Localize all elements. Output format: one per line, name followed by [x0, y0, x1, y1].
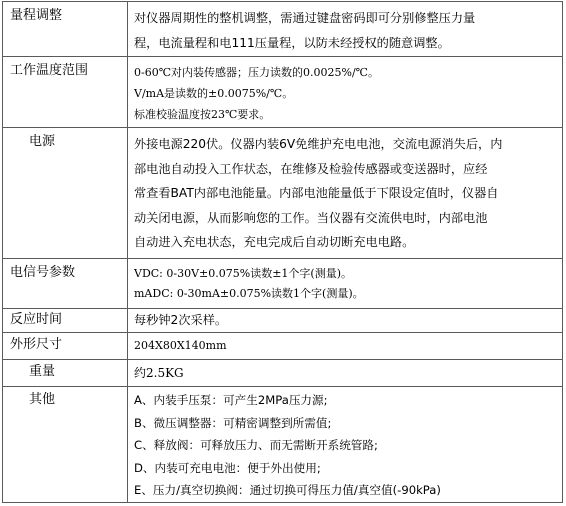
value-line: 常查看BAT内部电池能量。内部电池能量低于下限设定值时，仪器自 [134, 186, 499, 200]
value-line: VDC: 0-30V±0.075%读数±1个字(测量)。 [134, 267, 352, 280]
table-row-other [3, 387, 563, 503]
row-value [128, 259, 563, 309]
value-line: 0-60℃对内装传感器；压力读数的0.0025%/℃。 [134, 66, 379, 79]
row-label: 重量 [3, 360, 128, 387]
row-value [128, 128, 563, 259]
value-line: B、微压调整器：可精密调整到所需值; [134, 415, 332, 430]
spec-table [2, 1, 563, 503]
row-value [128, 360, 563, 387]
row-label: 工作温度范围 [3, 57, 128, 128]
value-line: E、压力/真空切换阀：通过切换可得压力值/真空值(-90kPa) [134, 483, 441, 497]
row-value [128, 2, 563, 57]
value-line: V/mA是读数的±0.0075%/℃。 [134, 87, 294, 100]
value-line: 每秒钟2次采样。 [134, 313, 228, 327]
value-line: 部电池自动投入工作状态，在维修及检验传感器或变送器时，应经 [134, 161, 488, 176]
row-label: 电源 [3, 128, 128, 259]
value-line: 204X80X140mm [134, 339, 227, 352]
value-line: 程，电流量程和电111压量程，以防未经授权的随意调整。 [134, 36, 450, 50]
row-value [128, 333, 563, 360]
value-line: 自动进入充电状态，充电完成后自动切断充电电路。 [134, 235, 415, 249]
value-line: 外接电源220伏。仪器内装6V免维护充电电池，交流电源消失后，内 [134, 137, 503, 151]
value-line: C、释放阀：可释放压力、而无需断开系统管路; [134, 438, 378, 452]
row-value [128, 387, 563, 503]
table-row-range-adjust [3, 2, 563, 57]
row-label: 电信号参数 [3, 259, 128, 309]
table-row-dimensions [3, 333, 563, 360]
value-line: mADC: 0-30mA±0.075%读数1个字(测量)。 [134, 287, 364, 300]
value-line: 标准校验温度按23℃要求。 [134, 108, 271, 121]
row-label: 反应时间 [3, 309, 128, 333]
table-row-power [3, 128, 563, 259]
row-label: 外形尺寸 [3, 333, 128, 360]
value-line: 动关闭电源，从而影响您的工作。当仪器有交流供电时，内部电池 [134, 210, 488, 225]
value-line: D、内装可充电电池：便于外出使用; [134, 460, 321, 475]
table-row-weight [3, 360, 563, 387]
table-row-signal [3, 259, 563, 309]
table-row-temperature [3, 57, 563, 128]
row-value [128, 57, 563, 128]
row-label: 量程调整 [3, 2, 128, 57]
row-label: 其他 [3, 387, 128, 503]
table-row-response [3, 309, 563, 333]
row-value [128, 309, 563, 333]
value-line: 对仪器周期性的整机调整，需通过键盘密码即可分别修整压力量 [134, 11, 476, 25]
value-line: 约2.5KG [134, 366, 184, 380]
value-line: A、内装手压泵：可产生2MPa压力源; [134, 393, 328, 407]
